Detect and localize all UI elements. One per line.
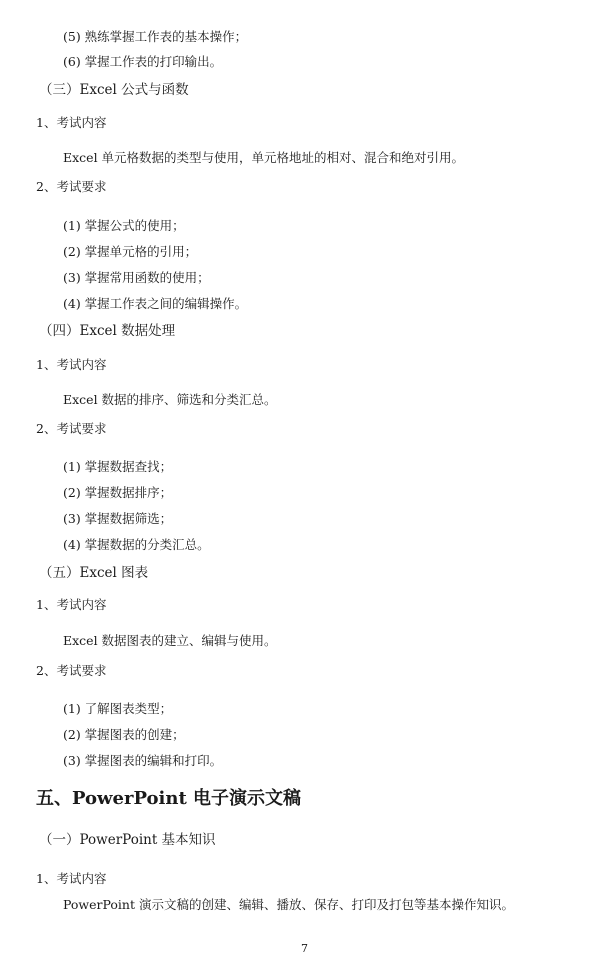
requirement-item: (3) 掌握图表的编辑和打印。 (63, 753, 223, 768)
requirement-item: (1) 掌握数据查找； (63, 459, 173, 474)
body-paragraph: Excel 数据图表的建立、编辑与使用。 (63, 633, 277, 648)
requirement-item: (2) 掌握数据排序； (63, 485, 173, 500)
subsection-heading: （五）Excel 图表 (39, 565, 149, 581)
numbered-heading: 1、考试内容 (36, 597, 107, 612)
requirement-item: (3) 掌握常用函数的使用； (63, 270, 210, 285)
requirement-item: (1) 了解图表类型； (63, 701, 173, 716)
requirement-item: (4) 掌握数据的分类汇总。 (63, 537, 210, 552)
numbered-heading: 1、考试内容 (36, 357, 107, 372)
numbered-heading: 1、考试内容 (36, 871, 107, 886)
numbered-heading: 1、考试内容 (36, 115, 107, 130)
section-heading: 五、PowerPoint 电子演示文稿 (36, 788, 302, 809)
page-number: 7 (301, 942, 308, 955)
subsection-heading: （四）Excel 数据处理 (39, 323, 176, 339)
requirement-item: (5) 熟练掌握工作表的基本操作； (63, 29, 248, 44)
numbered-heading: 2、考试要求 (36, 663, 107, 678)
numbered-heading: 2、考试要求 (36, 421, 107, 436)
requirement-item: (4) 掌握工作表之间的编辑操作。 (63, 296, 248, 311)
subsection-heading: （三）Excel 公式与函数 (39, 82, 189, 98)
requirement-item: (2) 掌握图表的创建； (63, 727, 185, 742)
body-paragraph: PowerPoint 演示文稿的创建、编辑、播放、保存、打印及打包等基本操作知识。 (63, 897, 514, 912)
requirement-item: (3) 掌握数据筛选； (63, 511, 173, 526)
subsection-heading: （一）PowerPoint 基本知识 (39, 832, 216, 848)
requirement-item: (1) 掌握公式的使用； (63, 218, 185, 233)
body-paragraph: Excel 数据的排序、筛选和分类汇总。 (63, 392, 277, 407)
requirement-item: (6) 掌握工作表的打印输出。 (63, 54, 223, 69)
body-paragraph: Excel 单元格数据的类型与使用，单元格地址的相对、混合和绝对引用。 (63, 150, 465, 165)
requirement-item: (2) 掌握单元格的引用； (63, 244, 198, 259)
numbered-heading: 2、考试要求 (36, 179, 107, 194)
